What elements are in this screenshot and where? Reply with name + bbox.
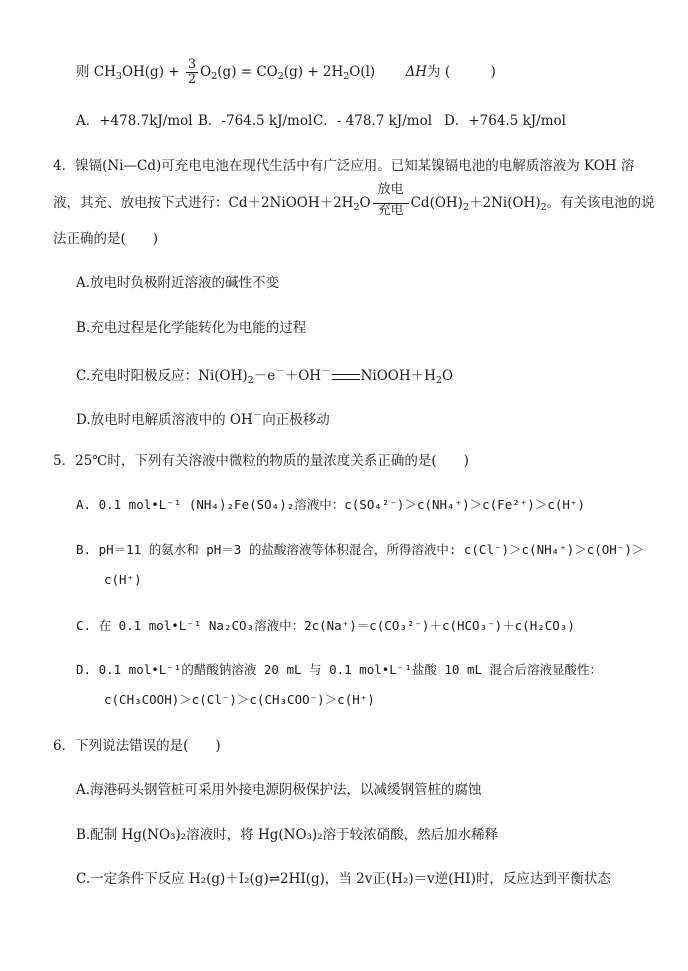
- q4-opt-c-part-e: －: [321, 366, 331, 377]
- q3-eq-o2rest: (g) = CO: [217, 64, 278, 80]
- q4-option-b[interactable]: B.充电过程是化学能转化为电能的过程: [76, 320, 307, 336]
- q5-option-b-line2[interactable]: c(H⁺): [104, 572, 142, 587]
- q3-option-c-text: C．- 478.7 kJ/mol: [313, 113, 433, 129]
- q3-option-a-text: A．+478.7kJ/mol: [76, 113, 193, 129]
- q4-arrow-bottom-label: 充电: [377, 202, 404, 218]
- q4-opt-d-part-a: D.放电时电解质溶液中的 OH: [76, 412, 253, 428]
- q4-arrow-top-label: 放电: [377, 181, 404, 197]
- q5-option-a[interactable]: A. 0.1 mol•L⁻¹ (NH₄)₂Fe(SO₄)₂溶液中：c(SO₄²⁻)＞c(NH₄⁺)＞c(Fe²⁺)＞c(H⁺): [76, 497, 585, 512]
- q3-eq-h2o: O(l): [349, 64, 376, 80]
- q4-reaction-arrow: [371, 181, 411, 218]
- q4-stem-line3: 法正确的是( ): [53, 231, 159, 247]
- q3-eq-co2rest: (g) + 2H: [283, 64, 344, 80]
- q4-eq-part-e: 。有关该电池的说: [546, 195, 655, 211]
- q4-eq-part-c: Cd(OH): [410, 195, 463, 211]
- q4-option-d[interactable]: [76, 406, 330, 430]
- q6-stem: 6．下列说法错误的是( ): [53, 738, 221, 754]
- q5-option-b-line1[interactable]: B. pH＝11 的氨水和 pH＝3 的盐酸溶液等体积混合，所得溶液中: c(Cl⁻)＞c(NH₄⁺)＞c(OH⁻)＞: [76, 542, 645, 557]
- q4-opt-d-part-b: －: [252, 410, 263, 421]
- q4-opt-c-part-f: NiOOH＋H: [360, 368, 436, 384]
- q3-eq-fraction: [186, 58, 198, 87]
- q4-opt-c-part-d: ＋OH: [284, 368, 322, 384]
- q3-eq-dh-suffix: 为 ( ): [427, 64, 496, 80]
- q4-opt-d-part-c: 向正极移动: [262, 412, 330, 428]
- q3-eq-o2: O: [200, 64, 212, 80]
- q4-opt-c-part-c: －: [275, 366, 285, 377]
- q4-opt-c-part-a: C.充电时阳极反应：Ni(OH): [76, 368, 248, 384]
- q6-option-a[interactable]: A.海港码头钢管桩可采用外接电源阴极保护法，以减缓钢管桩的腐蚀: [76, 782, 482, 798]
- q3-option-d[interactable]: [444, 111, 566, 131]
- q3-frac-num: 3: [187, 57, 197, 72]
- q6-option-c[interactable]: C.一定条件下反应 H₂(g)＋I₂(g)⇌2HI(g)，当 2v正(H₂)＝v逆(HI)时，反应达到平衡状态: [76, 871, 611, 887]
- q4-stem-line2: 液，其充、放电按下式进行：$Cd+2NiOOH+2H_2O$ 放电 充电 $Cd(OH)_2+2Ni(OH)_2$。有关该电池的说: [53, 181, 655, 218]
- q3-eq-ch3oh: OH(g) +: [121, 64, 180, 80]
- q5-option-d-line1[interactable]: D. 0.1 mol•L⁻¹的醋酸钠溶液 20 mL 与 0.1 mol•L⁻¹盐酸 10 mL 混合后溶液显酸性：: [76, 662, 603, 677]
- q5-option-d-line2[interactable]: c(CH₃COOH)＞c(Cl⁻)＞c(CH₃COO⁻)＞c(H⁺): [104, 692, 375, 707]
- q5-option-c[interactable]: C. 在 0.1 mol•L⁻¹ Na₂CO₃溶液中：2c(Na⁺)＝c(CO₃²⁻)＋c(HCO₃⁻)＋c(H₂CO₃): [76, 618, 575, 633]
- q4-eq-part-a: 液，其充、放电按下式进行：Cd＋2NiOOH＋2H: [53, 195, 354, 211]
- q3-equation-line: 则 $CH_3OH(g)$ + $\frac{3}{2}$ $O_2(g) = CO_2(g) + 2H_2O(l)$ ΔH为 ( ): [76, 57, 496, 87]
- q3-frac-den: 2: [187, 72, 197, 87]
- q4-opt-c-part-g: O: [441, 368, 454, 384]
- q4-eq-part-b: O: [359, 195, 371, 211]
- q5-stem: 5．25℃时，下列有关溶液中微粒的物质的量浓度关系正确的是( ): [53, 453, 469, 469]
- q4-eq-part-d: ＋2Ni(OH): [469, 195, 541, 211]
- q4-option-c[interactable]: C.充电时阳极反应：$Ni(OH)_2-e^-+OH^-$ $NiOOH+H_2O$: [76, 366, 454, 386]
- q4-stem-line1: 4．镍镉(Ni—Cd)可充电电池在现代生活中有广泛应用。已知某镍镉电池的电解质溶液为 KOH 溶: [53, 158, 635, 174]
- q3-eq-prefix: 则 CH: [76, 64, 116, 80]
- q6-option-b[interactable]: B.配制 Hg(NO₃)₂溶液时，将 Hg(NO₃)₂溶于较浓硝酸，然后加水稀释: [76, 827, 499, 843]
- q3-option-a[interactable]: [76, 111, 193, 131]
- q3-option-b[interactable]: [198, 111, 312, 131]
- q4-opt-c-equals-sign: [332, 374, 360, 380]
- q4-option-a[interactable]: A.放电时负极附近溶液的碱性不变: [76, 275, 280, 291]
- q3-option-c[interactable]: [313, 111, 432, 131]
- q4-opt-c-part-b: －e: [253, 368, 276, 384]
- q3-option-d-text: D．+764.5 kJ/mol: [444, 113, 566, 129]
- q3-option-b-text: B．-764.5 kJ/mol: [198, 113, 313, 129]
- q3-eq-dh: ΔH: [405, 64, 428, 80]
